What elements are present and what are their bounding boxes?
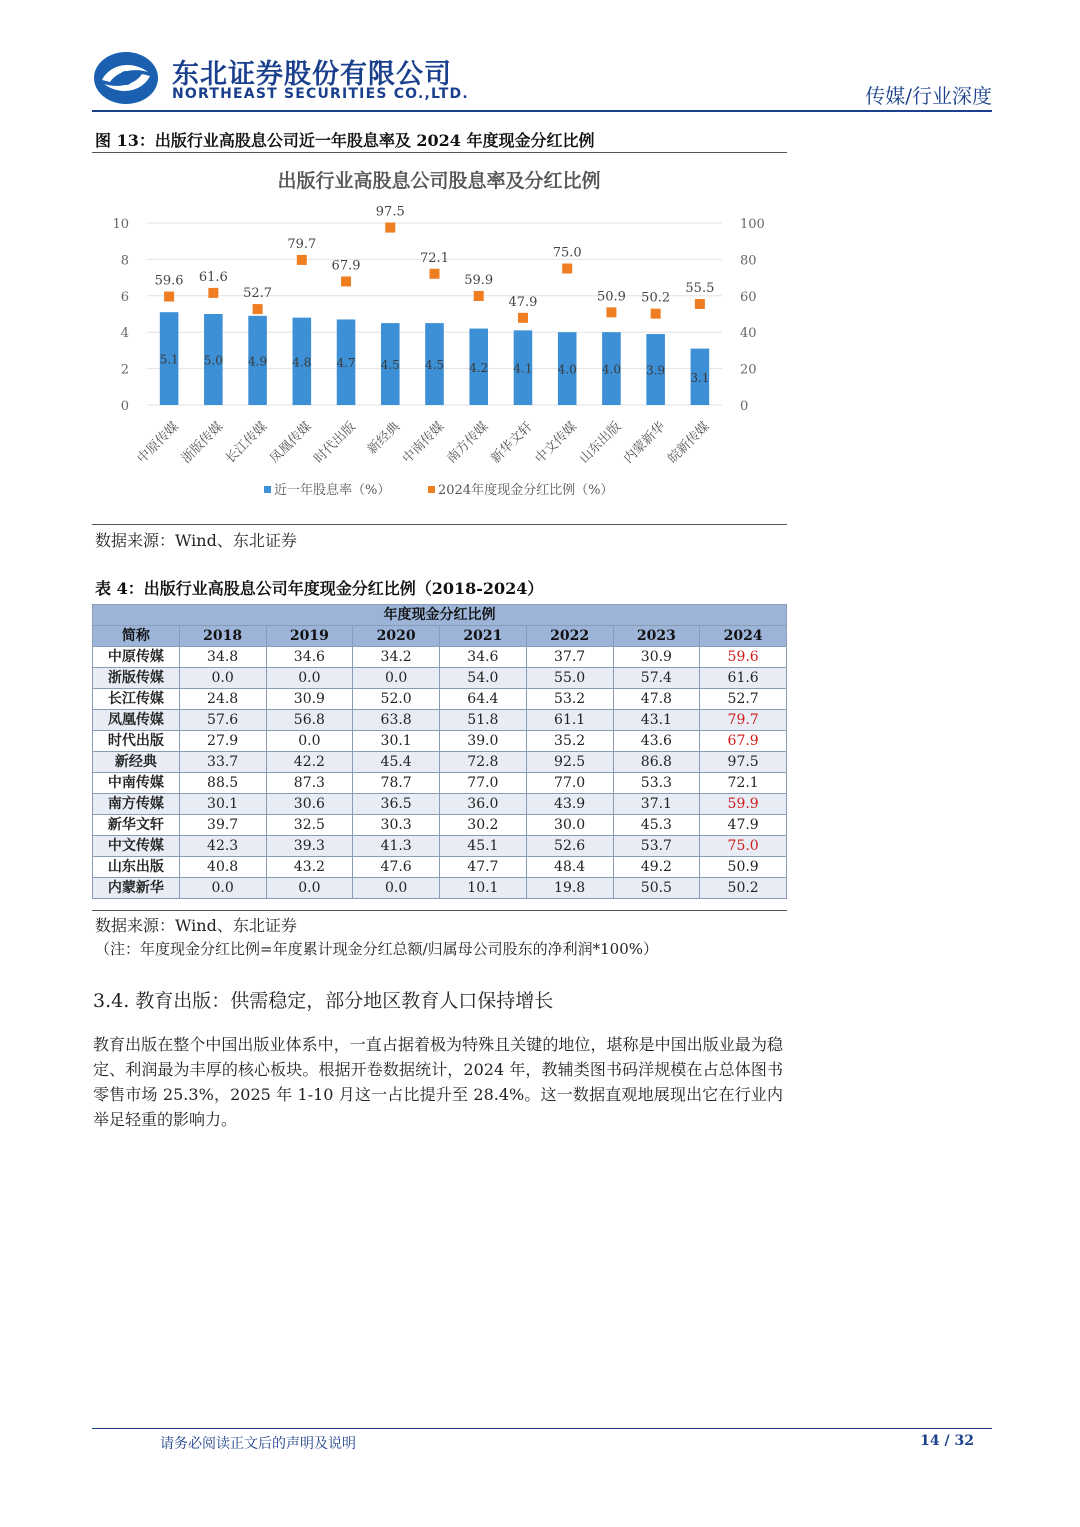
x-tick-label: 南方传媒 xyxy=(444,419,492,467)
table-cell: 27.9 xyxy=(179,731,266,752)
x-tick-label: 新华文轩 xyxy=(488,419,536,467)
table-cell: 51.8 xyxy=(440,710,527,731)
table-cell: 92.5 xyxy=(526,752,613,773)
y-right-tick-label: 20 xyxy=(740,362,757,378)
table-column-header: 2018 xyxy=(179,626,266,647)
table-cell-name: 内蒙新华 xyxy=(93,878,180,899)
table-cell: 45.1 xyxy=(440,836,527,857)
table-column-header-row xyxy=(93,626,787,647)
table-cell-name: 新华文轩 xyxy=(93,815,180,836)
table-row xyxy=(93,710,787,731)
table-cell: 97.5 xyxy=(700,752,787,773)
table-cell: 19.8 xyxy=(526,878,613,899)
header-divider xyxy=(92,110,992,112)
point-value-label: 72.1 xyxy=(420,250,449,266)
x-tick-label: 浙版传媒 xyxy=(178,419,227,467)
table-row xyxy=(93,752,787,773)
figure-bottom-rule xyxy=(92,524,787,525)
table-cell: 53.3 xyxy=(613,773,700,794)
point-value-label: 50.2 xyxy=(641,290,671,306)
table-note: （注：年度现金分红比例=年度累计现金分红总额/归属母公司股东的净利润*100%） xyxy=(95,940,659,958)
table-cell-name: 中南传媒 xyxy=(93,773,180,794)
table-cell: 86.8 xyxy=(613,752,700,773)
table-row xyxy=(93,815,787,836)
table-row xyxy=(93,689,787,710)
table-column-header: 简称 xyxy=(93,626,180,647)
table-row xyxy=(93,794,787,815)
figure-source: 数据来源：Wind、东北证券 xyxy=(95,531,297,550)
table-column-header: 2020 xyxy=(353,626,440,647)
table-row xyxy=(93,878,787,899)
table-cell: 0.0 xyxy=(179,878,266,899)
section-paragraph: 教育出版在整个中国出版业体系中，一直占据着极为特殊且关键的地位，堪称是中国出版业最为稳定、利润最为丰厚的核心板块。根据开卷数据统计，2024 年，教辅类图书码洋规模在占总体图书零售市场 25.3%，2025 年 1-10 月这一占比提升至 28.4%。这一数据直观地展现出它在行业内举足轻重的影响力。 xyxy=(93,1035,783,1129)
table-cell: 30.2 xyxy=(440,815,527,836)
point-marker xyxy=(518,313,528,323)
table-cell: 52.0 xyxy=(353,689,440,710)
table-cell: 32.5 xyxy=(266,815,353,836)
table-cell: 47.6 xyxy=(353,857,440,878)
table-cell-name: 山东出版 xyxy=(93,857,180,878)
table-cell: 72.1 xyxy=(700,773,787,794)
company-name-en: NORTHEAST SECURITIES CO.,LTD. xyxy=(172,86,469,102)
table-cell-name: 时代出版 xyxy=(93,731,180,752)
table-column-header: 2019 xyxy=(266,626,353,647)
table-cell: 56.8 xyxy=(266,710,353,731)
table-row xyxy=(93,731,787,752)
table-cell: 67.9 xyxy=(700,731,787,752)
table-cell: 0.0 xyxy=(266,668,353,689)
point-value-label: 59.6 xyxy=(154,273,184,289)
legend-swatch-point xyxy=(428,486,435,493)
table-cell: 47.7 xyxy=(440,857,527,878)
table-caption: 表 4：出版行业高股息公司年度现金分红比例（2018-2024） xyxy=(95,579,544,598)
company-name-cn: 东北证券股份有限公司 xyxy=(172,59,452,90)
point-marker xyxy=(430,269,440,279)
table-cell: 52.6 xyxy=(526,836,613,857)
table-column-header: 2021 xyxy=(440,626,527,647)
point-marker xyxy=(606,307,616,317)
x-tick-label: 时代出版 xyxy=(311,419,359,467)
table-cell: 10.1 xyxy=(440,878,527,899)
table-cell: 0.0 xyxy=(353,878,440,899)
bar-value-label: 4.0 xyxy=(601,362,621,377)
table-cell: 53.2 xyxy=(526,689,613,710)
x-tick-label: 山东出版 xyxy=(576,419,625,467)
table-cell-name: 新经典 xyxy=(93,752,180,773)
company-logo-icon xyxy=(92,50,162,106)
table-cell: 50.2 xyxy=(700,878,787,899)
bar-value-label: 4.0 xyxy=(557,362,577,377)
table-cell: 30.9 xyxy=(266,689,353,710)
point-value-label: 97.5 xyxy=(375,204,405,220)
table-cell: 42.2 xyxy=(266,752,353,773)
y-right-tick-label: 0 xyxy=(740,399,749,414)
table-cell: 59.9 xyxy=(700,794,787,815)
point-value-label: 52.7 xyxy=(243,286,273,302)
y-right-tick-label: 100 xyxy=(740,217,765,232)
point-value-label: 47.9 xyxy=(508,294,538,310)
table-cell: 33.7 xyxy=(179,752,266,773)
table-cell: 39.0 xyxy=(440,731,527,752)
table-cell: 24.8 xyxy=(179,689,266,710)
table-source: 数据来源：Wind、东北证券 xyxy=(95,916,297,935)
table-cell: 63.8 xyxy=(353,710,440,731)
table-cell: 37.7 xyxy=(526,647,613,668)
point-marker xyxy=(208,288,218,298)
table-column-header: 2023 xyxy=(613,626,700,647)
table-cell: 45.3 xyxy=(613,815,700,836)
page-number: 14 / 32 xyxy=(920,1433,974,1449)
point-value-label: 61.6 xyxy=(198,269,228,285)
y-right-tick-label: 40 xyxy=(740,326,757,342)
bar-value-label: 4.5 xyxy=(424,358,445,373)
table-cell: 52.7 xyxy=(700,689,787,710)
x-tick-label: 新经典 xyxy=(364,419,404,458)
footer-disclaimer: 请务必阅读正文后的声明及说明 xyxy=(160,1436,356,1452)
table-cell: 49.2 xyxy=(613,857,700,878)
table-cell: 40.8 xyxy=(179,857,266,878)
y-right-tick-label: 80 xyxy=(740,253,757,269)
table-cell: 61.6 xyxy=(700,668,787,689)
x-tick-label: 中文传媒 xyxy=(532,419,581,467)
bar-value-label: 4.5 xyxy=(380,358,400,373)
table-cell: 88.5 xyxy=(179,773,266,794)
table-cell-name: 凤凰传媒 xyxy=(93,710,180,731)
chart-title: 出版行业高股息公司股息率及分红比例 xyxy=(277,170,601,192)
y-left-tick-label: 8 xyxy=(120,253,129,269)
table-cell: 35.2 xyxy=(526,731,613,752)
table-cell: 30.3 xyxy=(353,815,440,836)
table-cell: 61.1 xyxy=(526,710,613,731)
table-cell: 30.1 xyxy=(179,794,266,815)
table-cell: 47.9 xyxy=(700,815,787,836)
bar-value-label: 3.9 xyxy=(646,363,666,378)
table-cell: 30.1 xyxy=(353,731,440,752)
table-row xyxy=(93,668,787,689)
table-cell: 50.5 xyxy=(613,878,700,899)
table-cell: 39.7 xyxy=(179,815,266,836)
x-tick-label: 中南传媒 xyxy=(399,419,448,467)
x-tick-label: 长江传媒 xyxy=(223,419,271,467)
bar-value-label: 4.7 xyxy=(336,356,356,371)
table-cell: 48.4 xyxy=(526,857,613,878)
table-cell: 41.3 xyxy=(353,836,440,857)
table-cell: 39.3 xyxy=(266,836,353,857)
y-left-tick-label: 0 xyxy=(120,399,129,414)
table-cell: 34.6 xyxy=(440,647,527,668)
bar-value-label: 5.1 xyxy=(159,352,179,367)
chart-svg xyxy=(92,155,787,525)
point-marker xyxy=(695,299,705,309)
table-cell: 34.8 xyxy=(179,647,266,668)
table-cell: 57.6 xyxy=(179,710,266,731)
point-marker xyxy=(474,291,484,301)
bar-value-label: 4.8 xyxy=(292,355,312,370)
y-left-tick-label: 4 xyxy=(120,326,129,342)
table-cell: 43.6 xyxy=(613,731,700,752)
table-row xyxy=(93,857,787,878)
table-cell: 42.3 xyxy=(179,836,266,857)
table-cell-name: 中原传媒 xyxy=(93,647,180,668)
x-tick-label: 中原传媒 xyxy=(134,419,182,467)
table-cell: 53.7 xyxy=(613,836,700,857)
figure-top-rule xyxy=(92,152,787,153)
dividend-table xyxy=(92,604,787,899)
table-cell: 59.6 xyxy=(700,647,787,668)
table-cell: 57.4 xyxy=(613,668,700,689)
point-marker xyxy=(562,264,572,274)
dividend-chart xyxy=(92,155,787,525)
point-marker xyxy=(164,292,174,302)
x-tick-label: 皖新传媒 xyxy=(665,419,713,467)
bar-value-label: 5.0 xyxy=(203,353,223,368)
table-cell: 77.0 xyxy=(526,773,613,794)
table-cell: 0.0 xyxy=(353,668,440,689)
table-cell: 0.0 xyxy=(179,668,266,689)
bar-value-label: 4.2 xyxy=(469,360,489,375)
legend-label-point: 2024年度现金分红比例（%） xyxy=(438,483,614,498)
table-cell: 37.1 xyxy=(613,794,700,815)
table-cell: 72.8 xyxy=(440,752,527,773)
table-cell: 34.2 xyxy=(353,647,440,668)
y-right-tick-label: 60 xyxy=(740,289,757,305)
x-tick-label: 凤凰传媒 xyxy=(267,419,315,467)
point-marker xyxy=(297,255,307,265)
point-value-label: 59.9 xyxy=(464,272,494,288)
table-column-header: 2024 xyxy=(700,626,787,647)
table-bottom-rule xyxy=(92,910,787,911)
section-heading: 3.4. 教育出版：供需稳定，部分地区教育人口保持增长 xyxy=(93,990,554,1012)
table-cell: 64.4 xyxy=(440,689,527,710)
y-left-tick-label: 6 xyxy=(120,289,129,305)
table-cell: 30.0 xyxy=(526,815,613,836)
table-cell: 75.0 xyxy=(700,836,787,857)
point-value-label: 79.7 xyxy=(287,236,317,252)
table-cell: 0.0 xyxy=(266,731,353,752)
table-column-header: 2022 xyxy=(526,626,613,647)
table-cell: 87.3 xyxy=(266,773,353,794)
point-value-label: 67.9 xyxy=(331,258,361,274)
point-value-label: 75.0 xyxy=(552,245,582,261)
point-marker xyxy=(341,276,351,286)
footer-divider xyxy=(92,1428,992,1429)
point-marker xyxy=(253,304,263,314)
table-cell: 78.7 xyxy=(353,773,440,794)
table-cell: 47.8 xyxy=(613,689,700,710)
report-category: 传媒/行业深度 xyxy=(865,84,992,108)
y-left-tick-label: 2 xyxy=(120,362,129,378)
table-cell: 43.9 xyxy=(526,794,613,815)
legend-label-bar: 近一年股息率（%） xyxy=(274,483,391,498)
table-cell-name: 中文传媒 xyxy=(93,836,180,857)
table-cell: 30.6 xyxy=(266,794,353,815)
table-cell: 36.0 xyxy=(440,794,527,815)
table-cell: 0.0 xyxy=(266,878,353,899)
x-tick-label: 内蒙新华 xyxy=(621,419,669,467)
legend-swatch-bar xyxy=(264,486,271,493)
table-row xyxy=(93,647,787,668)
table-cell: 50.9 xyxy=(700,857,787,878)
table-group-header: 年度现金分红比例 xyxy=(93,605,787,626)
y-left-tick-label: 10 xyxy=(112,217,129,232)
table-cell: 45.4 xyxy=(353,752,440,773)
page-header xyxy=(92,50,992,110)
table-cell: 43.1 xyxy=(613,710,700,731)
table-cell-name: 南方传媒 xyxy=(93,794,180,815)
table-cell: 77.0 xyxy=(440,773,527,794)
bar-value-label: 3.1 xyxy=(690,370,710,385)
table-cell: 34.6 xyxy=(266,647,353,668)
table-row xyxy=(93,773,787,794)
figure-caption: 图 13：出版行业高股息公司近一年股息率及 2024 年度现金分红比例 xyxy=(95,131,595,150)
table-cell-name: 长江传媒 xyxy=(93,689,180,710)
table-cell: 54.0 xyxy=(440,668,527,689)
point-marker xyxy=(651,309,661,319)
table-cell-name: 浙版传媒 xyxy=(93,668,180,689)
bar-value-label: 4.1 xyxy=(513,361,533,376)
table-cell: 43.2 xyxy=(266,857,353,878)
table-cell: 55.0 xyxy=(526,668,613,689)
table-cell: 36.5 xyxy=(353,794,440,815)
bar-value-label: 4.9 xyxy=(248,354,268,369)
table-cell: 30.9 xyxy=(613,647,700,668)
point-value-label: 55.5 xyxy=(685,280,715,296)
table-row xyxy=(93,836,787,857)
point-marker xyxy=(385,223,395,233)
table-cell: 79.7 xyxy=(700,710,787,731)
point-value-label: 50.9 xyxy=(596,289,626,305)
